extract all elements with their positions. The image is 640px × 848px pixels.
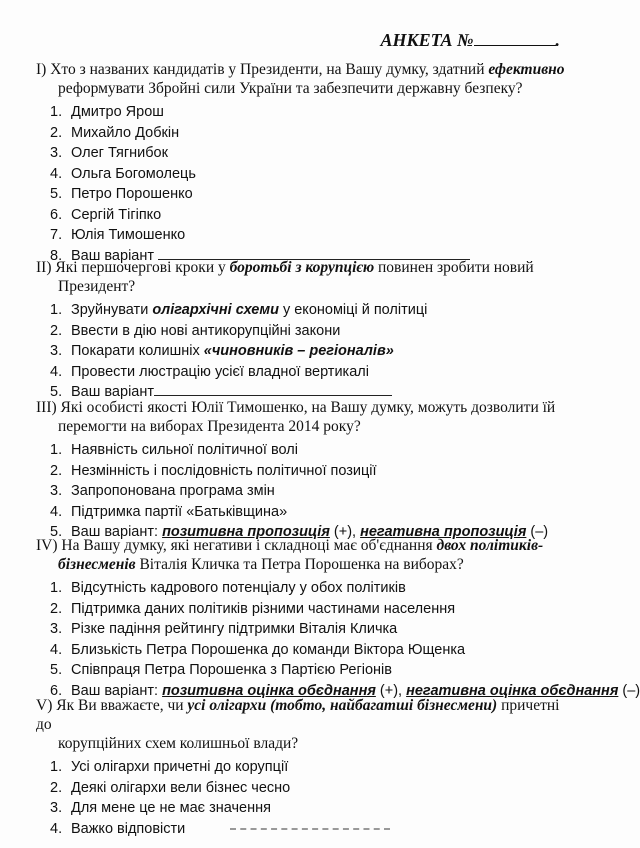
option[interactable]: 2. Незмінність і послідовність політичної позиції — [50, 462, 377, 479]
option[interactable]: 4. Важко відповісти — [50, 820, 186, 837]
question-1-options — [36, 102, 566, 266]
option[interactable]: 1. Дмитро Ярош — [50, 104, 164, 120]
option[interactable]: 3. Олег Тягнибок — [50, 145, 168, 161]
option[interactable]: 3. Покарати колишніх «чиновників – регіоналів» — [50, 343, 394, 359]
question-3-text: III) Які особисті якості Юлії Тимошенко, на Вашу думку, можуть дозволити їй перемогти на виборах Президента 2014 року? — [36, 399, 556, 435]
option[interactable]: 2. Підтримка даних політиків різними частинами населення — [50, 600, 456, 617]
option-custom[interactable]: 5. Ваш варіант — [50, 382, 566, 403]
question-5-text: V) Як Ви вважаєте, чи усі олігархи (тобто, найбагатші бізнесмени) причетні до корупційних схем колишньої влади? — [36, 697, 560, 752]
option[interactable]: 1. Відсутність кадрового потенціалу у обох політиків — [50, 580, 406, 596]
question-3 — [36, 398, 566, 543]
question-4-options — [36, 578, 640, 701]
questionnaire-header: АНКЕТА № . — [380, 30, 560, 50]
option[interactable]: 3. Запропонована програма змін — [50, 483, 275, 499]
option[interactable]: 7. Юлія Тимошенко — [50, 227, 186, 243]
option[interactable]: 2. Ввести в дію нові антикорупційні закони — [50, 322, 341, 339]
option[interactable]: 4. Близькість Петра Порошенка до команди Віктора Ющенка — [50, 641, 466, 658]
question-5 — [36, 696, 566, 839]
question-4-text: IV) На Вашу думку, які негативи і складноці має об'єднання двох політиків- бізнесменів Віталія Кличка та Петра Порошенка на виборах? — [36, 537, 544, 573]
option[interactable]: 4. Ольга Богомолець — [50, 165, 196, 182]
question-2-text: II) Які першочергові кроки у боротьбі з корупцією повинен зробити новий Президент? — [36, 259, 534, 295]
header-title: АНКЕТА № — [380, 30, 474, 50]
question-2-options — [36, 300, 566, 403]
option-custom[interactable]: 6. Ваш варіант: позитивна оцінка обєднання (+), негативна оцінка обєднання (–) — [50, 682, 640, 699]
option[interactable]: 4. Підтримка партії «Батьківщина» — [50, 503, 288, 520]
answer-fill-line[interactable] — [154, 383, 392, 396]
option-custom[interactable]: 5. Ваш варіант: позитивна пропозиція (+), негативна пропозиція (–) — [50, 524, 549, 540]
question-1-text: I) Хто з названих кандидатів у Президенти, на Вашу думку, здатний ефективно реформувати Збройні сили України та забезпечити державну безпеку? — [36, 61, 565, 97]
question-5-options — [36, 757, 566, 839]
option-custom[interactable]: 8. Ваш варіант — [50, 246, 566, 267]
question-2 — [36, 258, 566, 403]
question-4 — [36, 536, 640, 701]
option[interactable]: 5. Петро Порошенко — [50, 186, 193, 202]
option[interactable]: 1. Наявність сильної політичної волі — [50, 442, 298, 458]
question-1 — [36, 60, 566, 266]
option[interactable]: 4. Провести люстрацію усієї владної вертикалі — [50, 363, 369, 380]
option[interactable]: 5. Співпраця Петра Порошенка з Партією Регіонів — [50, 662, 392, 678]
number-fill-line[interactable] — [474, 31, 556, 46]
option[interactable]: 3. Різке падіння рейтингу підтримки Віталія Кличка — [50, 621, 398, 637]
option[interactable]: 6. Сергій Тігіпко — [50, 206, 162, 223]
option[interactable]: 1. Усі олігархи причетні до корупції — [50, 759, 289, 775]
option[interactable]: 1. Зруйнувати олігархічні схеми у економіці й політиці — [50, 302, 428, 318]
footer-faint-mark — [230, 828, 390, 830]
option[interactable]: 2. Михайло Добкін — [50, 124, 180, 141]
option[interactable]: 3. Для мене це не має значення — [50, 800, 271, 816]
option[interactable]: 2. Деякі олігархи вели бізнес чесно — [50, 779, 291, 796]
question-3-options — [36, 440, 566, 543]
